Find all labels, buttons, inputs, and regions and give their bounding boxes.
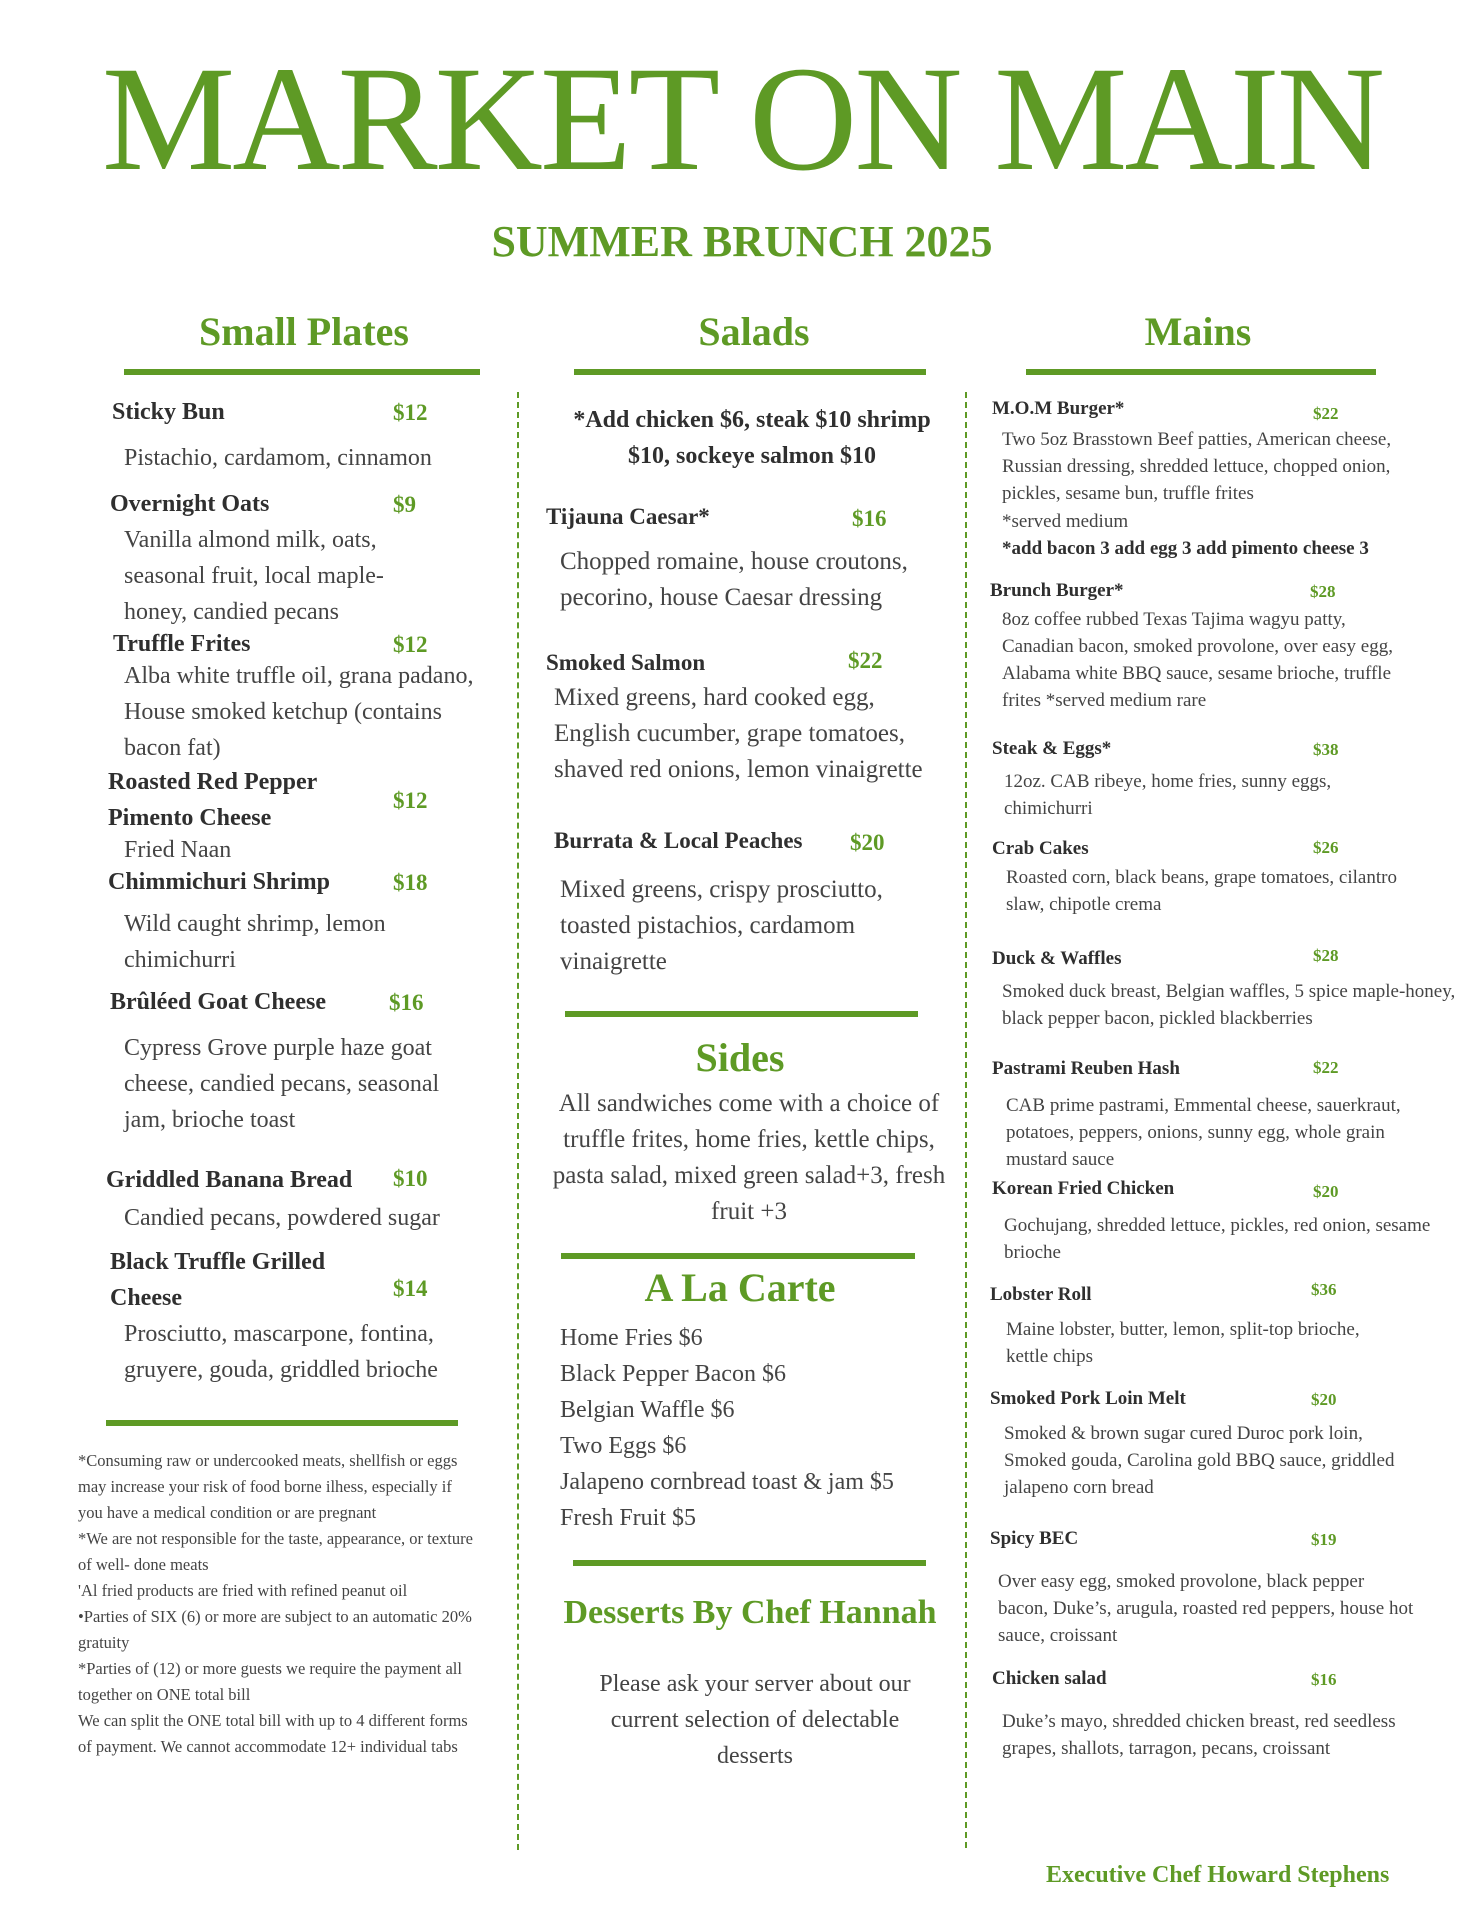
menu-item-price: $12	[393, 400, 428, 425]
menu-item-name: Sticky Bun	[112, 399, 225, 425]
menu-item-price: $19	[1311, 1530, 1337, 1549]
sides-rule	[565, 1011, 918, 1017]
menu-item-name: Truffle Frites	[113, 631, 251, 657]
menu-item-desc: Vanilla almond milk, oats, seasonal fruit, local maple-honey, candied pecans	[124, 527, 384, 625]
menu-item-price: $20	[1313, 1182, 1339, 1201]
menu-item-desc: 12oz. CAB ribeye, home fries, sunny eggs, chimichurri	[1004, 771, 1332, 819]
menu-item-desc: Duke’s mayo, shredded chicken breast, red seedless grapes, shallots, tarragon, pecans, croissant	[1002, 1711, 1396, 1759]
menu-item-name: Lobster Roll	[990, 1284, 1092, 1305]
menu-item-name: Overnight Oats	[110, 491, 270, 517]
menu-item-desc: Roasted corn, black beans, grape tomatoes, cilantro slaw, chipotle crema	[1006, 867, 1397, 915]
menu-item-price: $28	[1310, 582, 1336, 601]
menu-item-price: $12	[393, 632, 428, 657]
menu-item-name: Steak & Eggs*	[992, 738, 1112, 759]
menu-item-name: Duck & Waffles	[992, 948, 1122, 969]
menu-item-desc: Cypress Grove purple haze goat cheese, candied pecans, seasonal jam, brioche toast	[124, 1035, 440, 1133]
menu-item-price: $12	[393, 788, 428, 813]
menu-item-desc: Over easy egg, smoked provolone, black pepper bacon, Duke’s, arugula, roasted red peppers, house hot sauce, croissant	[998, 1571, 1414, 1646]
menu-item-name: Smoked Pork Loin Melt	[990, 1388, 1186, 1409]
small-plates-heading: Small Plates	[199, 309, 409, 354]
menu-item-price: $22	[1313, 404, 1339, 423]
menu-item-name: Pastrami Reuben Hash	[992, 1058, 1180, 1079]
restaurant-title: MARKET ON MAIN	[101, 36, 1383, 202]
a-la-carte-item: Fresh Fruit $5	[560, 1505, 697, 1531]
sides-text: All sandwiches come with a choice of truffle frites, home fries, kettle chips, pasta salad, mixed green salad+3, fresh fruit +3	[552, 1090, 946, 1225]
footnotes-rule	[106, 1420, 458, 1426]
menu-item-name: Korean Fried Chicken	[992, 1178, 1175, 1199]
column-divider-right	[965, 392, 967, 1848]
desserts-rule	[573, 1560, 926, 1566]
menu-item-desc: Fried Naan	[124, 837, 232, 863]
small-plates-rule	[124, 369, 480, 375]
footnote: We can split the ONE total bill with up to 4 different forms of payment. We cannot accommodate 12+ individual tabs	[78, 1711, 468, 1756]
menu-item-price: $10	[393, 1166, 428, 1191]
menu-item-desc: Pistachio, cardamom, cinnamon	[124, 445, 432, 471]
menu-item-addons: *add bacon 3 add egg 3 add pimento cheese 3	[1002, 538, 1369, 559]
menu-item-desc: Smoked & brown sugar cured Duroc pork loin, Smoked gouda, Carolina gold BBQ sauce, griddled jalapeno corn bread	[1004, 1423, 1395, 1498]
menu-item-note: *served medium	[1002, 511, 1129, 532]
menu-item-price: $9	[393, 492, 416, 517]
salad-addons: *Add chicken $6, steak $10 shrimp $10, sockeye salmon $10	[573, 407, 931, 469]
menu-item-price: $16	[389, 990, 424, 1015]
mains-heading: Mains	[1144, 309, 1252, 354]
menu-item-price: $20	[850, 830, 885, 855]
menu-subtitle: SUMMER BRUNCH 2025	[491, 217, 993, 266]
menu-item-price: $16	[852, 506, 887, 531]
menu-item-name: Black Truffle Grilled Cheese	[110, 1249, 326, 1311]
menu-item-name: M.O.M Burger*	[992, 398, 1125, 419]
footnote: 'Al fried products are fried with refined peanut oil	[78, 1581, 408, 1600]
a-la-carte-list	[560, 1320, 894, 1536]
menu-item-desc: Alba white truffle oil, grana padano, House smoked ketchup (contains bacon fat)	[124, 663, 474, 761]
a-la-carte-item: Black Pepper Bacon $6	[560, 1361, 786, 1387]
menu-item-desc: CAB prime pastrami, Emmental cheese, sauerkraut, potatoes, peppers, onions, sunny egg, whole grain mustard sauce	[1006, 1095, 1401, 1170]
desserts-text: Please ask your server about our current selection of delectable desserts	[599, 1671, 911, 1769]
footnote: *Parties of (12) or more guests we require the payment all together on ONE total bill	[78, 1659, 462, 1704]
menu-item-name: Smoked Salmon	[546, 650, 706, 675]
footnotes	[78, 1448, 478, 1760]
desserts-heading: Desserts By Chef Hannah	[563, 1594, 937, 1631]
menu-item-desc: Mixed greens, crispy prosciutto, toasted pistachios, cardamom vinaigrette	[560, 876, 883, 975]
menu-item-price: $18	[393, 870, 428, 895]
menu-item-price: $22	[1313, 1058, 1339, 1077]
a-la-carte-item: Two Eggs $6	[560, 1433, 687, 1459]
menu-item-price: $20	[1311, 1390, 1337, 1409]
a-la-carte-item: Home Fries $6	[560, 1325, 703, 1351]
menu-item-name: Chimmichuri Shrimp	[108, 869, 331, 895]
menu-item-desc: Chopped romaine, house croutons, pecorino, house Caesar dressing	[560, 548, 908, 611]
menu-item-name: Brûléed Goat Cheese	[110, 989, 326, 1015]
menu-item-name: Roasted Red Pepper Pimento Cheese	[108, 769, 317, 831]
menu-item-name: Chicken salad	[992, 1668, 1107, 1689]
footnote: •Parties of SIX (6) or more are subject to an automatic 20% gratuity	[78, 1607, 472, 1652]
footnote: *Consuming raw or undercooked meats, shellfish or eggs may increase your risk of food borne ilhess, especially if you have a medical condition or are pregnant	[78, 1451, 458, 1522]
menu-item-price: $28	[1313, 946, 1339, 965]
menu-item-name: Griddled Banana Bread	[106, 1167, 353, 1193]
salads-heading: Salads	[698, 309, 810, 354]
menu-item-desc: Two 5oz Brasstown Beef patties, American cheese, Russian dressing, shredded lettuce, chopped onion, pickles, sesame bun, truffle frites	[1002, 429, 1392, 504]
menu-item-desc: Candied pecans, powdered sugar	[124, 1205, 440, 1231]
a-la-carte-item: Belgian Waffle $6	[560, 1397, 735, 1423]
menu-item-name: Burrata & Local Peaches	[554, 828, 803, 853]
menu-item-price: $22	[848, 648, 883, 673]
mains-rule	[1026, 369, 1376, 375]
footnote: *We are not responsible for the taste, appearance, or texture of well- done meats	[78, 1529, 473, 1574]
menu-item-desc: 8oz coffee rubbed Texas Tajima wagyu patty, Canadian bacon, smoked provolone, over easy egg, Alabama white BBQ sauce, sesame brioche, truffle frites *served medium rare	[1002, 609, 1393, 711]
menu-item-desc: Gochujang, shredded lettuce, pickles, red onion, sesame brioche	[1004, 1215, 1431, 1263]
menu-item-name: Spicy BEC	[990, 1528, 1079, 1549]
sides-heading: Sides	[695, 1035, 785, 1080]
menu-item-price: $36	[1311, 1280, 1337, 1299]
a-la-carte-rule	[561, 1253, 915, 1259]
menu-item-desc: Wild caught shrimp, lemon chimichurri	[124, 911, 386, 973]
menu-item-price: $38	[1313, 740, 1339, 759]
menu-item-desc: Prosciutto, mascarpone, fontina, gruyere, gouda, griddled brioche	[124, 1321, 438, 1383]
salads-rule	[574, 369, 926, 375]
menu-item-price: $16	[1311, 1670, 1337, 1689]
menu-item-desc: Mixed greens, hard cooked egg, English cucumber, grape tomatoes, shaved red onions, lemon vinaigrette	[554, 684, 923, 783]
menu-item-desc: Smoked duck breast, Belgian waffles, 5 spice maple-honey, black pepper bacon, pickled blackberries	[1002, 981, 1456, 1029]
a-la-carte-item: Jalapeno cornbread toast & jam $5	[560, 1469, 894, 1495]
a-la-carte-heading: A La Carte	[644, 1265, 836, 1310]
menu-item-price: $14	[393, 1276, 428, 1301]
executive-chef-credit: Executive Chef Howard Stephens	[1046, 1862, 1390, 1888]
menu-item-name: Crab Cakes	[992, 838, 1089, 859]
column-divider-left	[517, 392, 519, 1850]
menu-item-name: Brunch Burger*	[990, 580, 1124, 601]
menu-item-desc: Maine lobster, butter, lemon, split-top brioche, kettle chips	[1006, 1319, 1360, 1367]
menu-item-price: $26	[1313, 838, 1339, 857]
menu-item-name: Tijauna Caesar*	[546, 504, 710, 529]
